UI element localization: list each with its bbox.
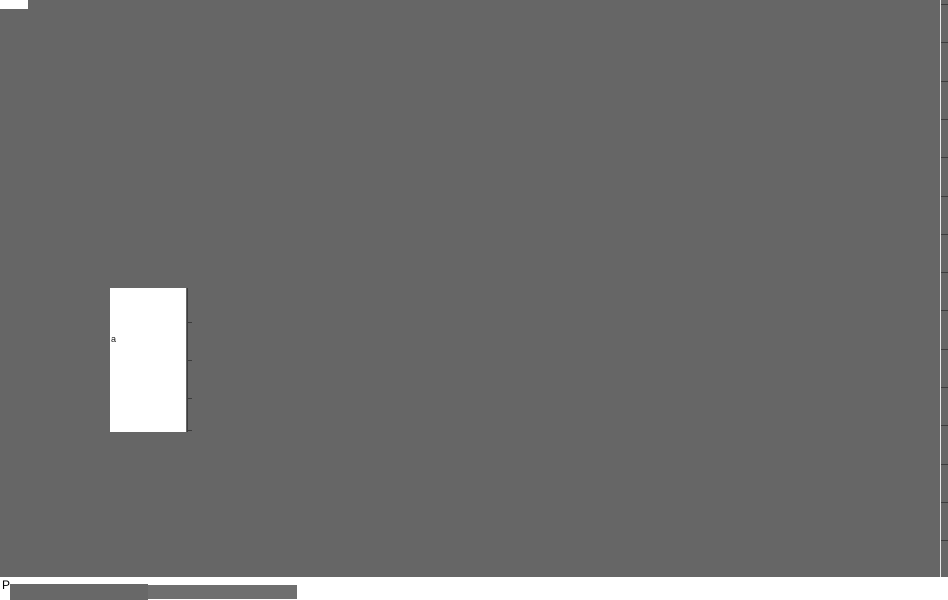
ruler-tick: [941, 119, 948, 120]
ruler-tick: [941, 310, 948, 311]
right-scrollbar[interactable]: [940, 0, 948, 577]
ruler-tick: [941, 42, 948, 43]
ruler-tick: [941, 540, 948, 541]
ruler-tick: [941, 81, 948, 82]
ruler-tick: [187, 360, 192, 361]
ruler-tick: [941, 157, 948, 158]
ruler-tick: [941, 464, 948, 465]
ruler-tick: [187, 398, 192, 399]
right-scrollbar-line: [940, 0, 941, 577]
ruler-tick: [187, 322, 192, 323]
page-text: a: [111, 334, 117, 344]
ruler-tick: [941, 425, 948, 426]
page-card[interactable]: [110, 288, 186, 432]
top-left-notch: [0, 0, 28, 9]
bottom-segment-right[interactable]: [148, 585, 297, 599]
ruler-tick: [941, 387, 948, 388]
status-bar: [0, 577, 948, 600]
page-scrollbar[interactable]: [187, 288, 193, 432]
ruler-tick: [941, 502, 948, 503]
ruler-tick: [187, 430, 192, 431]
ruler-tick: [941, 4, 948, 5]
status-label: P: [2, 578, 11, 592]
ruler-tick: [941, 272, 948, 273]
ruler-tick: [941, 349, 948, 350]
ruler-tick: [941, 234, 948, 235]
ruler-tick: [941, 196, 948, 197]
bottom-segment-left[interactable]: [10, 584, 148, 600]
